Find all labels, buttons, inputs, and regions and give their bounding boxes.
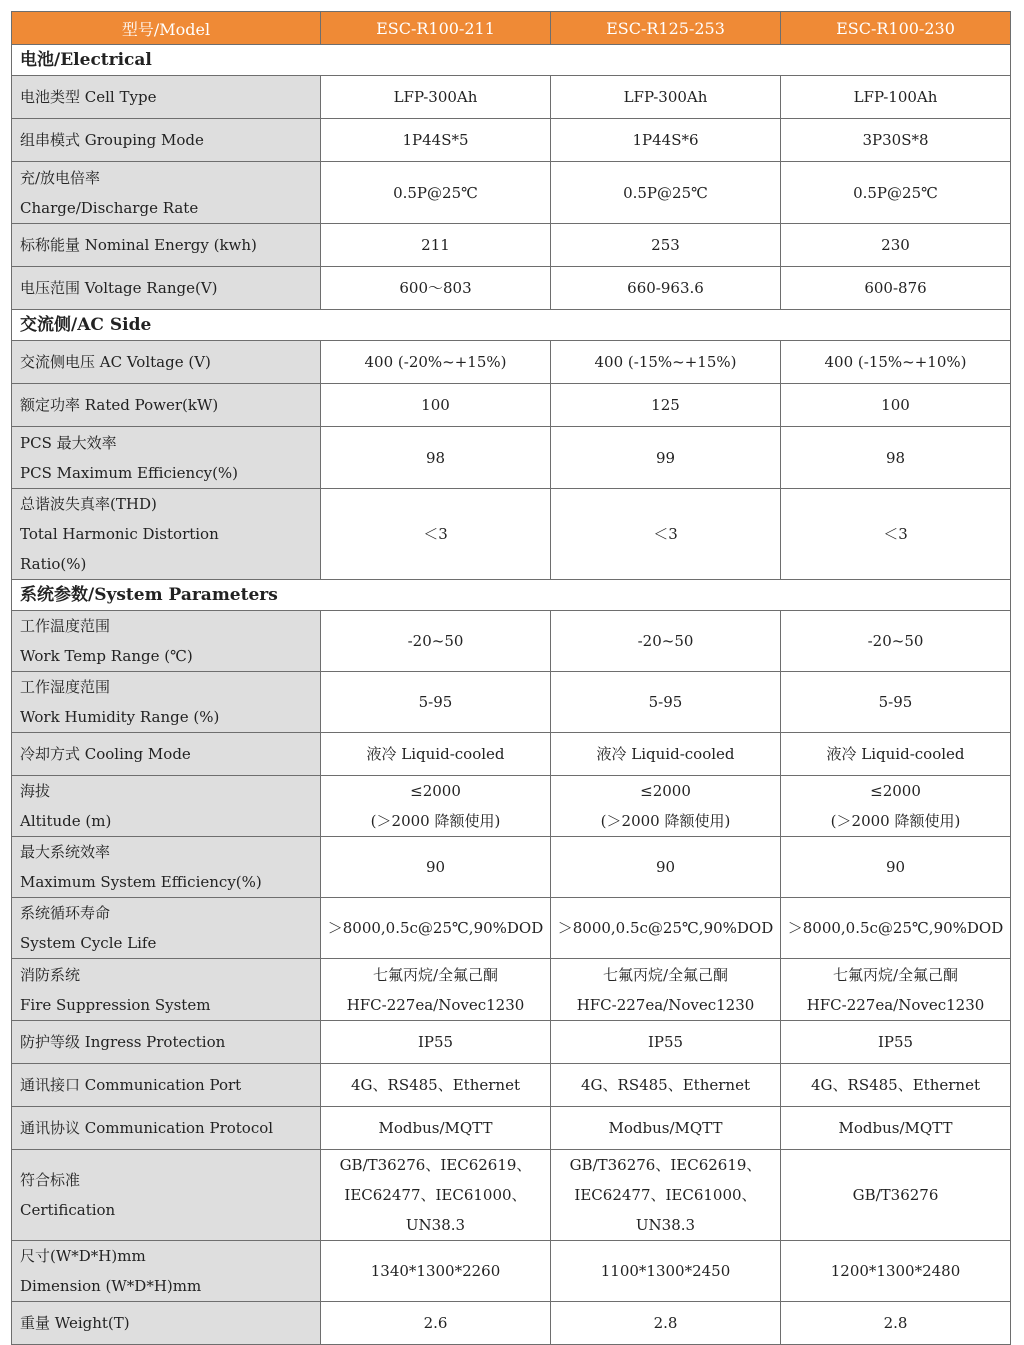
spec-row [12, 341, 1011, 384]
spec-value [321, 384, 551, 427]
spec-value [781, 776, 1011, 837]
spec-value-line: ＞8000,0.5c@25℃,90%DOD [787, 919, 1004, 937]
spec-label-line: System Cycle Life [20, 934, 157, 952]
spec-value-line: 211 [421, 236, 450, 254]
spec-value [321, 611, 551, 672]
spec-value-line: 98 [425, 448, 446, 467]
spec-label [12, 224, 321, 267]
spec-value [781, 384, 1011, 427]
spec-value-line: 90 [885, 858, 906, 876]
spec-label [12, 611, 321, 672]
spec-label [12, 1107, 321, 1150]
spec-value [551, 837, 781, 898]
spec-value-line: 90 [655, 858, 676, 876]
spec-value [551, 1107, 781, 1150]
spec-row [12, 489, 1011, 580]
spec-label [12, 427, 321, 489]
spec-value-line: 0.5P@25℃ [393, 183, 478, 202]
spec-label [12, 119, 321, 162]
spec-value-line: 98 [885, 448, 906, 467]
spec-row [12, 1241, 1011, 1302]
spec-value [321, 489, 551, 580]
spec-value-line: 七氟丙烷/全氟己酮 [602, 965, 729, 984]
spec-value-line: 5-95 [418, 693, 453, 711]
spec-value-line: ＞8000,0.5c@25℃,90%DOD [327, 919, 544, 937]
spec-value-line: IEC62477、IEC61000、 [574, 1186, 757, 1204]
spec-value [321, 1150, 551, 1241]
spec-value [781, 489, 1011, 580]
spec-value [321, 733, 551, 776]
spec-row [12, 959, 1011, 1021]
spec-value [551, 119, 781, 162]
spec-row [12, 1064, 1011, 1107]
spec-label-line: Fire Suppression System [20, 995, 211, 1014]
spec-value-line: ＞8000,0.5c@25℃,90%DOD [557, 919, 774, 937]
spec-value [781, 1064, 1011, 1107]
spec-value [781, 1150, 1011, 1241]
spec-value-line: 600-876 [864, 279, 927, 297]
spec-label-line: 冷却方式 Cooling Mode [20, 745, 191, 763]
spec-value-line: ＜3 [883, 525, 908, 543]
spec-value [781, 1021, 1011, 1064]
spec-label-line: 重量 Weight(T) [20, 1314, 130, 1332]
spec-label-line: Total Harmonic Distortion [20, 525, 219, 543]
spec-value-line: ＜3 [423, 525, 448, 543]
spec-label-line: Altitude (m) [20, 812, 112, 830]
spec-body [12, 45, 1011, 1345]
spec-value-line: LFP-300Ah [623, 88, 708, 106]
spec-value [781, 341, 1011, 384]
spec-label [12, 898, 321, 959]
model-header: ESC-R100-211 [321, 12, 551, 45]
spec-value [321, 1107, 551, 1150]
spec-label-line: 防护等级 Ingress Protection [20, 1033, 226, 1051]
spec-row [12, 224, 1011, 267]
spec-value-line: 1100*1300*2450 [600, 1262, 731, 1280]
section-title: 系统参数/System Parameters [12, 580, 1011, 611]
spec-value-line: 0.5P@25℃ [623, 183, 708, 202]
spec-value-line: 液冷 Liquid-cooled [596, 745, 735, 763]
spec-value [321, 1064, 551, 1107]
spec-label-line: 电池类型 Cell Type [20, 88, 157, 106]
spec-row [12, 898, 1011, 959]
section-row [12, 580, 1011, 611]
spec-value-line: 4G、RS485、Ethernet [811, 1076, 980, 1094]
spec-value-line: 400 (-15%~+15%) [594, 353, 737, 371]
spec-value-line: 660-963.6 [627, 279, 704, 297]
spec-value [781, 733, 1011, 776]
section-row [12, 310, 1011, 341]
spec-value-line: 100 [421, 396, 450, 414]
spec-label [12, 1302, 321, 1345]
spec-row [12, 76, 1011, 119]
spec-value-line: 400 (-15%~+10%) [824, 353, 967, 371]
spec-value [781, 898, 1011, 959]
spec-value [551, 1241, 781, 1302]
spec-value-line: GB/T36276、IEC62619、 [339, 1156, 532, 1174]
spec-label [12, 733, 321, 776]
spec-value [551, 76, 781, 119]
spec-row [12, 1021, 1011, 1064]
spec-label [12, 837, 321, 898]
spec-row [12, 733, 1011, 776]
spec-label-line: Work Humidity Range (%) [20, 708, 220, 726]
spec-value-line: -20~50 [867, 632, 924, 650]
spec-label-line: 消防系统 [20, 965, 81, 984]
spec-value [551, 898, 781, 959]
spec-value-line: (＞2000 降额使用) [600, 812, 731, 830]
spec-value-line: 七氟丙烷/全氟己酮 [832, 965, 959, 984]
spec-value-line: 1340*1300*2260 [370, 1262, 501, 1280]
spec-value-line: 液冷 Liquid-cooled [366, 745, 505, 763]
spec-value [321, 1021, 551, 1064]
spec-label-line: 组串模式 Grouping Mode [20, 131, 204, 149]
spec-value-line: 3P30S*8 [862, 131, 929, 149]
section-title: 交流侧/AC Side [12, 310, 1011, 341]
spec-label [12, 1150, 321, 1241]
spec-value-line: 2.8 [653, 1314, 678, 1332]
spec-sheet [11, 11, 1011, 1345]
spec-label [12, 267, 321, 310]
spec-value-line: 600～803 [399, 279, 472, 297]
spec-row [12, 119, 1011, 162]
spec-label [12, 162, 321, 224]
spec-value [781, 1241, 1011, 1302]
spec-value-line: HFC-227ea/Novec1230 [806, 995, 985, 1014]
spec-value-line: (＞2000 降额使用) [370, 812, 501, 830]
spec-value-line: (＞2000 降额使用) [830, 812, 961, 830]
spec-value-line: GB/T36276 [852, 1186, 939, 1204]
spec-value-line: 4G、RS485、Ethernet [581, 1076, 750, 1094]
spec-value [551, 224, 781, 267]
spec-value [321, 776, 551, 837]
spec-value [551, 489, 781, 580]
spec-label-line: 最大系统效率 [20, 843, 111, 861]
spec-value [321, 341, 551, 384]
spec-value-line: 4G、RS485、Ethernet [351, 1076, 520, 1094]
spec-value-line: ＜3 [653, 525, 678, 543]
spec-label-line: Dimension (W*D*H)mm [20, 1277, 202, 1295]
spec-table [11, 11, 1011, 1345]
spec-value [781, 162, 1011, 224]
spec-value [321, 427, 551, 489]
spec-row [12, 427, 1011, 489]
spec-value [551, 672, 781, 733]
spec-value [781, 224, 1011, 267]
spec-row [12, 776, 1011, 837]
spec-value-line: 1200*1300*2480 [830, 1262, 961, 1280]
spec-value [551, 384, 781, 427]
spec-value-line: HFC-227ea/Novec1230 [576, 995, 755, 1014]
spec-value [781, 76, 1011, 119]
model-header: ESC-R100-230 [781, 12, 1011, 45]
spec-label-line: Work Temp Range (℃) [20, 647, 193, 665]
spec-value [781, 427, 1011, 489]
spec-value [321, 1241, 551, 1302]
spec-value [551, 776, 781, 837]
spec-value-line: Modbus/MQTT [838, 1119, 953, 1137]
spec-value [321, 837, 551, 898]
spec-value-line: GB/T36276、IEC62619、 [569, 1156, 762, 1174]
spec-label-line: Ratio(%) [20, 555, 87, 573]
model-header: ESC-R125-253 [551, 12, 781, 45]
spec-value-line: 400 (-20%~+15%) [364, 353, 507, 371]
section-row [12, 45, 1011, 76]
spec-label [12, 489, 321, 580]
spec-value-line: 5-95 [648, 693, 683, 711]
spec-row [12, 672, 1011, 733]
spec-value [781, 837, 1011, 898]
spec-value [781, 267, 1011, 310]
header-row [12, 12, 1011, 45]
spec-value-line: 230 [881, 236, 910, 254]
spec-label [12, 1021, 321, 1064]
spec-value [551, 162, 781, 224]
spec-value [551, 611, 781, 672]
spec-value [321, 898, 551, 959]
spec-row [12, 384, 1011, 427]
spec-value-line: IP55 [877, 1033, 914, 1051]
spec-value [551, 1021, 781, 1064]
spec-value-line: IEC62477、IEC61000、 [344, 1186, 527, 1204]
spec-label-line: 工作温度范围 [20, 617, 111, 635]
spec-value-line: ≤2000 [640, 782, 691, 800]
spec-label-line: 符合标准 [20, 1171, 81, 1189]
spec-label-line: 通讯协议 Communication Protocol [20, 1119, 274, 1137]
spec-value-line: 100 [881, 396, 910, 414]
spec-value-line: LFP-300Ah [393, 88, 478, 106]
spec-label-line: 系统循环寿命 [20, 904, 111, 922]
spec-value [781, 959, 1011, 1021]
spec-label-line: 电压范围 Voltage Range(V) [20, 279, 218, 297]
spec-value [321, 76, 551, 119]
spec-row [12, 611, 1011, 672]
spec-value [781, 119, 1011, 162]
spec-label-line: 总谐波失真率(THD) [20, 495, 157, 513]
spec-value [551, 733, 781, 776]
spec-label-line: 标称能量 Nominal Energy (kwh) [20, 236, 257, 254]
spec-value-line: IP55 [417, 1033, 454, 1051]
spec-value-line: 七氟丙烷/全氟己酮 [372, 965, 499, 984]
spec-label-line: PCS 最大效率 [20, 433, 117, 452]
spec-value-line: HFC-227ea/Novec1230 [346, 995, 525, 1014]
spec-value-line: Modbus/MQTT [378, 1119, 493, 1137]
spec-value-line: 2.8 [883, 1314, 908, 1332]
spec-row [12, 837, 1011, 898]
spec-label-line: 尺寸(W*D*H)mm [20, 1247, 146, 1265]
spec-label [12, 776, 321, 837]
spec-label [12, 341, 321, 384]
spec-value-line: 253 [651, 236, 680, 254]
spec-value-line: ≤2000 [870, 782, 921, 800]
spec-row [12, 1150, 1011, 1241]
spec-label [12, 672, 321, 733]
spec-row [12, 1302, 1011, 1345]
section-title: 电池/Electrical [12, 45, 1011, 76]
spec-value [551, 1150, 781, 1241]
spec-label [12, 384, 321, 427]
spec-value [321, 672, 551, 733]
spec-label-line: Maximum System Efficiency(%) [20, 873, 262, 891]
spec-label-line: 充/放电倍率 [20, 168, 101, 187]
spec-value-line: 0.5P@25℃ [853, 183, 938, 202]
spec-value-line: 125 [651, 396, 680, 414]
spec-value [781, 611, 1011, 672]
spec-value-line: -20~50 [637, 632, 694, 650]
spec-value [321, 224, 551, 267]
spec-value-line: 1P44S*6 [632, 131, 699, 149]
spec-value [781, 1107, 1011, 1150]
spec-value-line: UN38.3 [405, 1216, 466, 1234]
spec-label-line: Certification [20, 1201, 116, 1219]
spec-value [781, 672, 1011, 733]
spec-value-line: LFP-100Ah [853, 88, 938, 106]
spec-value [551, 1302, 781, 1345]
spec-value [321, 1302, 551, 1345]
spec-label [12, 1241, 321, 1302]
spec-row [12, 1107, 1011, 1150]
spec-value [551, 427, 781, 489]
spec-row [12, 162, 1011, 224]
spec-value-line: 99 [655, 448, 676, 467]
spec-value-line: ≤2000 [410, 782, 461, 800]
spec-value-line: UN38.3 [635, 1216, 696, 1234]
spec-value [551, 267, 781, 310]
spec-label-line: PCS Maximum Efficiency(%) [20, 463, 239, 482]
spec-value-line: 90 [425, 858, 446, 876]
spec-label-line: 额定功率 Rated Power(kW) [20, 396, 219, 414]
spec-value [551, 959, 781, 1021]
spec-value-line: 1P44S*5 [402, 131, 469, 149]
spec-label [12, 76, 321, 119]
spec-label [12, 1064, 321, 1107]
spec-value-line: Modbus/MQTT [608, 1119, 723, 1137]
spec-label-line: 交流侧电压 AC Voltage (V) [20, 353, 211, 371]
spec-value-line: 液冷 Liquid-cooled [826, 745, 965, 763]
spec-value [551, 1064, 781, 1107]
spec-value [321, 119, 551, 162]
spec-value [551, 341, 781, 384]
spec-value [321, 162, 551, 224]
spec-row [12, 267, 1011, 310]
spec-value-line: 2.6 [423, 1314, 448, 1332]
spec-label-line: 通讯接口 Communication Port [20, 1076, 242, 1094]
spec-label-line: 海拔 [20, 782, 51, 800]
spec-label-line: 工作湿度范围 [20, 678, 111, 696]
spec-label-line: Charge/Discharge Rate [20, 198, 199, 217]
spec-value-line: 5-95 [878, 693, 913, 711]
spec-value [321, 959, 551, 1021]
spec-value-line: -20~50 [407, 632, 464, 650]
spec-label [12, 959, 321, 1021]
model-label-header: 型号/Model [12, 12, 321, 45]
spec-value [321, 267, 551, 310]
spec-value [781, 1302, 1011, 1345]
spec-value-line: IP55 [647, 1033, 684, 1051]
